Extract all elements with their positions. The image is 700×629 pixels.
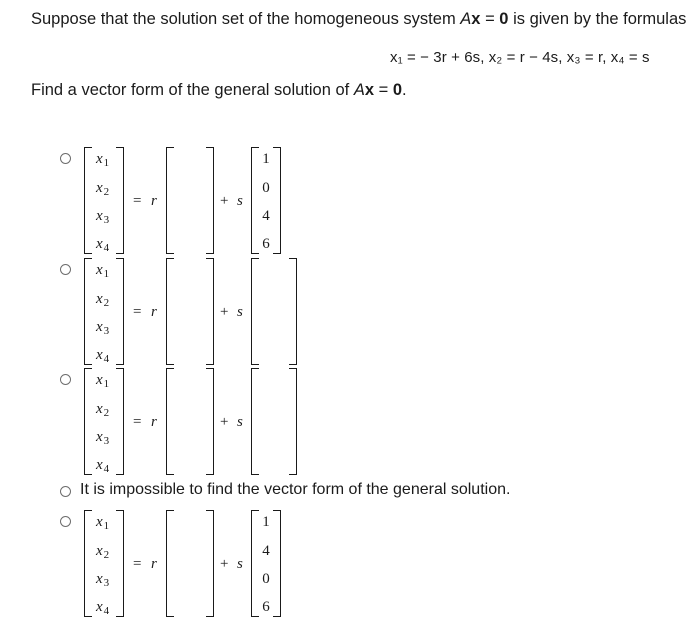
r-vector-right-bracket	[206, 258, 214, 365]
variable-subscript: 2	[103, 549, 110, 561]
scalar-r-symbol: r	[151, 193, 157, 209]
r-vector-left-bracket	[166, 258, 174, 365]
x-vector-right-bracket	[116, 258, 124, 365]
plus-sign: +	[220, 556, 229, 572]
variable-name: x	[96, 236, 103, 252]
x-vector-left-bracket	[84, 147, 92, 254]
x-vector-entry	[96, 429, 109, 447]
variable-subscript: 3	[103, 435, 110, 447]
equals-sign: =	[374, 81, 393, 99]
equals-sign: =	[133, 556, 142, 572]
s-vector-left-bracket	[251, 258, 259, 365]
matrix-A: A	[353, 81, 365, 99]
question-text: Find a vector form of the general solution of	[31, 81, 354, 99]
plus-sign: +	[220, 304, 229, 320]
s-vector-entry: 0	[262, 571, 270, 587]
x-vector-left-bracket	[84, 510, 92, 617]
vector-x: x	[364, 81, 375, 99]
variable-subscript: 1	[103, 520, 110, 532]
r-vector-left-bracket	[166, 510, 174, 617]
r-vector-right-bracket	[206, 147, 214, 254]
equals-sign: =	[133, 304, 142, 320]
x-vector-entry	[96, 401, 109, 419]
scalar-s	[237, 304, 243, 321]
variable-name: x	[96, 347, 103, 363]
x-vector-entry	[96, 571, 109, 589]
variable-subscript: 1	[103, 157, 110, 169]
s-vector-entry: 6	[262, 599, 270, 615]
scalar-s	[237, 193, 243, 210]
plus-sign: +	[220, 414, 229, 430]
variable-subscript: 3	[103, 325, 110, 337]
vector-x: x	[471, 10, 481, 28]
x-vector-left-bracket	[84, 258, 92, 365]
variable-subscript: 2	[103, 297, 110, 309]
scalar-r-symbol: r	[151, 414, 157, 430]
variable-name: x	[96, 291, 103, 307]
scalar-s-symbol: s	[237, 193, 243, 209]
option-3-radio[interactable]	[60, 374, 71, 385]
s-vector-entry: 0	[262, 180, 270, 196]
scalar-r	[151, 414, 157, 431]
x-vector-entry	[96, 291, 109, 309]
solution-formulas: x₁ = − 3r + 6s, x₂ = r − 4s, x₃ = r, x₄ = s	[390, 49, 650, 66]
s-vector-entry: 1	[262, 514, 270, 530]
x-vector-entry	[96, 208, 109, 226]
variable-name: x	[96, 514, 103, 530]
x-vector-entry	[96, 347, 109, 365]
x-vector-entry	[96, 543, 109, 561]
variable-subscript: 3	[103, 577, 110, 589]
s-vector-right-bracket	[273, 510, 281, 617]
scalar-r-symbol: r	[151, 304, 157, 320]
r-vector-right-bracket	[206, 368, 214, 475]
question-line-1	[31, 10, 686, 29]
variable-name: x	[96, 180, 103, 196]
option-4-text[interactable]: It is impossible to find the vector form of the general solution.	[80, 481, 511, 498]
x-vector-entry	[96, 262, 109, 280]
question-text-suffix: .	[402, 81, 407, 99]
variable-name: x	[96, 208, 103, 224]
x-vector-right-bracket	[116, 147, 124, 254]
equals-sign: =	[480, 10, 500, 28]
variable-subscript: 4	[103, 605, 110, 617]
x-vector-left-bracket	[84, 368, 92, 475]
scalar-s	[237, 414, 243, 431]
variable-name: x	[96, 151, 103, 167]
option-4-radio[interactable]	[60, 486, 71, 497]
equals-sign: =	[133, 193, 142, 209]
r-vector-right-bracket	[206, 510, 214, 617]
variable-subscript: 1	[103, 378, 110, 390]
variable-name: x	[96, 319, 103, 335]
s-vector-left-bracket	[251, 368, 259, 475]
s-vector-left-bracket	[251, 510, 259, 617]
variable-subscript: 4	[103, 463, 110, 475]
s-vector-entry: 4	[262, 208, 270, 224]
zero-vector: 0	[392, 81, 403, 99]
x-vector-entry	[96, 457, 109, 475]
s-vector-left-bracket	[251, 147, 259, 254]
matrix-A: A	[460, 10, 472, 28]
scalar-r-symbol: r	[151, 556, 157, 572]
option-1-radio[interactable]	[60, 153, 71, 164]
s-vector-right-bracket	[273, 147, 281, 254]
variable-name: x	[96, 429, 103, 445]
scalar-s	[237, 556, 243, 573]
scalar-r	[151, 556, 157, 573]
variable-subscript: 2	[103, 186, 110, 198]
option-2-radio[interactable]	[60, 264, 71, 275]
scalar-s-symbol: s	[237, 414, 243, 430]
variable-name: x	[96, 571, 103, 587]
r-vector-left-bracket	[166, 147, 174, 254]
variable-subscript: 1	[103, 268, 110, 280]
question-text: Suppose that the solution set of the homogeneous system	[31, 10, 461, 28]
s-vector-right-bracket	[289, 258, 297, 365]
plus-sign: +	[220, 193, 229, 209]
equals-sign: =	[133, 414, 142, 430]
x-vector-right-bracket	[116, 510, 124, 617]
variable-name: x	[96, 262, 103, 278]
variable-name: x	[96, 372, 103, 388]
scalar-r	[151, 193, 157, 210]
x-vector-entry	[96, 599, 109, 617]
question-line-2	[31, 81, 407, 100]
s-vector-right-bracket	[289, 368, 297, 475]
r-vector-left-bracket	[166, 368, 174, 475]
zero-vector: 0	[499, 10, 509, 28]
variable-subscript: 2	[103, 407, 110, 419]
x-vector-entry	[96, 180, 109, 198]
variable-name: x	[96, 401, 103, 417]
s-vector-entry: 1	[262, 151, 270, 167]
variable-name: x	[96, 457, 103, 473]
variable-subscript: 3	[103, 214, 110, 226]
s-vector-entry: 6	[262, 236, 270, 252]
variable-name: x	[96, 599, 103, 615]
x-vector-entry	[96, 236, 109, 254]
variable-subscript: 4	[103, 353, 110, 365]
x-vector-entry	[96, 372, 109, 390]
x-vector-entry	[96, 151, 109, 169]
option-5-radio[interactable]	[60, 516, 71, 527]
question-text-suffix: is given by the formulas	[508, 10, 687, 28]
x-vector-right-bracket	[116, 368, 124, 475]
scalar-s-symbol: s	[237, 304, 243, 320]
scalar-s-symbol: s	[237, 556, 243, 572]
s-vector-entry: 4	[262, 543, 270, 559]
variable-subscript: 4	[103, 242, 110, 254]
x-vector-entry	[96, 514, 109, 532]
scalar-r	[151, 304, 157, 321]
variable-name: x	[96, 543, 103, 559]
x-vector-entry	[96, 319, 109, 337]
